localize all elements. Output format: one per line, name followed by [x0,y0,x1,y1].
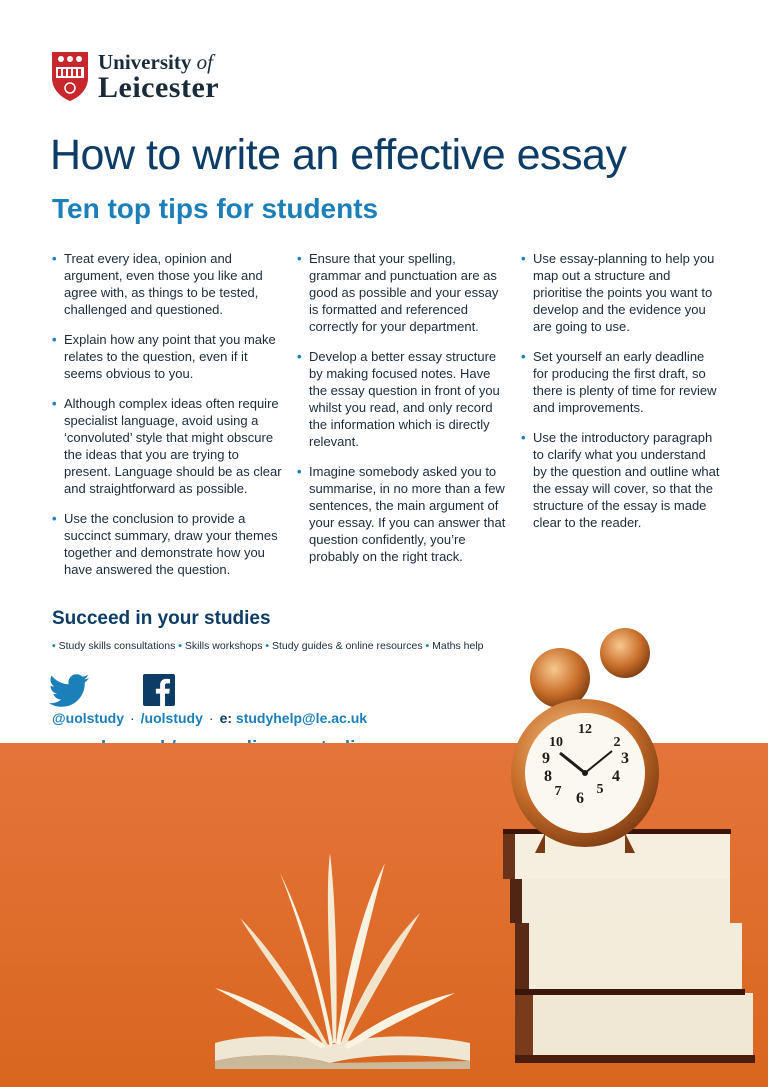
logo-university-text: University of [98,50,213,74]
tip-item: • Set yourself an early deadline for producing the first draft, so there is plenty of time for review and improvements. [521,349,717,415]
service-item: Study guides & online resources [272,640,423,652]
tip-item: • Imagine somebody asked you to summarise, in no more than a few sentences, the main argument of your essay. If you can answer that question confidently, you’re probably on the right track. [297,464,506,564]
page-subtitle: Ten top tips for students [52,193,379,224]
svg-text:3: 3 [621,750,629,767]
university-shield-icon [50,50,90,102]
bullet-icon: • [521,251,526,266]
book-stack [503,829,755,1063]
bullet-icon: • [52,251,57,266]
facebook-icon[interactable] [143,674,175,706]
twitter-handle[interactable]: @uolstudy [52,710,124,726]
email-link[interactable]: studyhelp@le.ac.uk [235,710,368,726]
page-title: How to write an effective essay [50,131,627,179]
service-item: Skills workshops [184,640,263,652]
twitter-icon[interactable] [50,674,90,708]
svg-text:9: 9 [542,750,550,767]
svg-text:6: 6 [576,790,584,807]
bullet-icon: • [265,640,270,652]
bullet-icon: • [521,349,526,364]
bullet-icon: • [297,251,302,266]
tip-item: • Although complex ideas often require specialist language, avoid using a ‘convoluted’ style that might obscure the ideas that you are trying to present. Language should be as clear and straightforward as possible. [52,396,282,496]
logo-leicester-text: Leicester [98,71,220,104]
services-list [52,640,484,652]
tip-item: • Use the conclusion to provide a succinct summary, draw your themes together and demonstrate how you have answered the question. [52,511,278,577]
bullet-icon: • [52,332,57,347]
svg-text:4: 4 [612,768,620,785]
svg-text:12: 12 [578,722,592,737]
facebook-handle[interactable]: /uolstudy [140,710,203,726]
university-logo[interactable] [50,50,270,106]
svg-text:8: 8 [544,768,552,785]
bullet-icon: • [425,640,430,652]
tip-item: • Use the introductory paragraph to clarify what you understand by the question and outline what the essay will cover, so that the structure of the essay is made clear to the reader. [521,430,720,530]
email-label: e: [219,710,233,726]
bullet-icon: • [521,430,526,445]
bullet-icon: • [52,640,56,652]
succeed-heading: Succeed in your studies [52,608,271,629]
tips-column-3 [521,250,721,544]
bullet-icon: • [297,349,302,364]
bullet-icon: • [178,640,182,652]
bullet-icon: • [52,511,57,526]
bullet-icon: • [297,464,302,479]
tip-item: • Treat every idea, opinion and argument, even those you like and agree with, as things to be tested, challenged and questioned. [52,251,263,317]
tip-item: • Ensure that your spelling, grammar and punctuation are as good as possible and your essay is formatted and referenced correctly for your department. [297,251,499,334]
tips-column-2 [297,250,509,578]
tips-column-1 [52,250,288,591]
separator: · [129,710,135,726]
separator: · [208,710,214,726]
svg-text:7: 7 [554,784,562,799]
alarm-clock [511,628,659,853]
service-item: Maths help [432,640,484,652]
bullet-icon: • [52,396,57,411]
contact-line [52,710,367,726]
tip-item: • Develop a better essay structure by making focused notes. Have the essay question in front of you whilst you read, and only record the information which is directly relevant. [297,349,500,449]
books-clock-photo [0,722,768,1087]
svg-text:2: 2 [613,735,621,750]
tip-item: • Explain how any point that you make relates to the question, even if it seems obvious to you. [52,332,276,381]
svg-text:5: 5 [596,782,604,797]
svg-text:10: 10 [549,735,563,750]
service-item: Study skills consultations [58,640,176,652]
tip-item: • Use essay-planning to help you map out a structure and prioritise the points you want to develop and the evidence you are going to use. [521,251,715,334]
